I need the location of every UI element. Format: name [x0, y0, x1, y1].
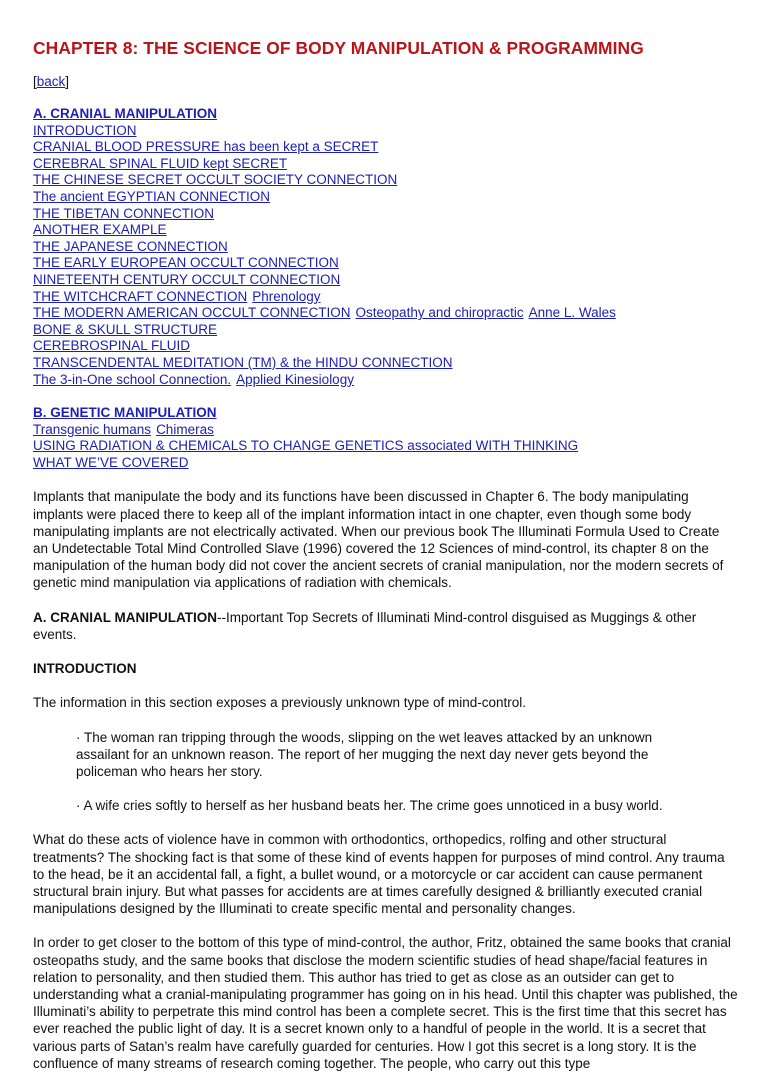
toc-link[interactable]: The 3-in-One school Connection.: [33, 371, 232, 387]
toc-row: [33, 289, 738, 306]
toc-heading-genetic[interactable]: B. GENETIC MANIPULATION: [33, 405, 217, 421]
toc-link[interactable]: Anne L. Wales: [528, 305, 616, 321]
toc-row: [33, 206, 738, 223]
toc-link[interactable]: THE MODERN AMERICAN OCCULT CONNECTION: [33, 305, 351, 321]
back-link[interactable]: back: [36, 74, 66, 89]
intro-paragraph: Implants that manipulate the body and its functions have been discussed in Chapter 6. The body manipulating implants were placed there to keep all of the implant information intact in one chapter, even though some body manipulating implants are not electrically activated. When our previous book The Illuminati Formula Used to Create an Undetectable Total Mind Controlled Slave (1996) covered the 12 Sciences of mind-control, its chapter 8 on the manipulation of the human body did not cover the ancient secrets of cranial manipulation, nor the modern secrets of genetic mind manipulation via applications of radiation with chemicals.: [33, 489, 724, 591]
toc-row: [33, 422, 738, 439]
section-a-text: --Important Top Secrets of Illuminati Mind-control disguised as Muggings & other events.: [33, 609, 697, 642]
toc-link[interactable]: CEREBROSPINAL FLUID: [33, 338, 191, 354]
section-a-intro: [33, 609, 738, 643]
toc-row: [33, 172, 738, 189]
toc-row: [33, 322, 738, 339]
toc-link[interactable]: Osteopathy and chiropractic: [355, 305, 524, 321]
toc-row: [33, 189, 738, 206]
toc-link[interactable]: Transgenic humans: [33, 421, 152, 437]
toc-link[interactable]: Chimeras: [156, 421, 214, 437]
toc-row: [33, 123, 738, 140]
toc-row: [33, 255, 738, 272]
section-a-label: A. CRANIAL MANIPULATION: [33, 609, 217, 625]
toc-link[interactable]: BONE & SKULL STRUCTURE: [33, 321, 218, 337]
toc-link[interactable]: CRANIAL BLOOD PRESSURE has been kept a SECRET: [33, 139, 379, 155]
chapter-title: CHAPTER 8: THE SCIENCE OF BODY MANIPULATION & PROGRAMMING: [33, 38, 644, 58]
bullet-item: · A wife cries softly to herself as her husband beats her. The crime goes unnoticed in a busy world.: [76, 798, 663, 814]
toc-row: [33, 139, 738, 156]
violence-paragraph: What do these acts of violence have in common with orthodontics, orthopedics, rolfing and other structural treatments? The shocking fact is that some of these kind of events happen for purposes of mind control. Any trauma to the head, be it an accidental fall, a fight, a bullet wound, or a motorcycle or car accident can cause permanent structural brain injury. But what passes for accidents are at times carefully designed & brilliantly executed cranial manipulations designed by the Illuminati to create specific mental and personality changes.: [33, 832, 725, 917]
toc-link[interactable]: THE CHINESE SECRET OCCULT SOCIETY CONNECTION: [33, 172, 398, 188]
toc-link[interactable]: TRANSCENDENTAL MEDITATION (TM) & the HINDU CONNECTION: [33, 354, 453, 370]
toc-section-b: [33, 405, 738, 471]
toc-link[interactable]: Phrenology: [252, 288, 321, 304]
bullet-item: · The woman ran tripping through the woods, slipping on the wet leaves attacked by an unknown assailant for an unknown reason. The report of her mugging the next day never gets beyond the policeman who hears her story.: [76, 729, 653, 779]
toc-row: [33, 305, 738, 322]
toc-link[interactable]: Applied Kinesiology: [236, 371, 354, 387]
toc-link[interactable]: ANOTHER EXAMPLE: [33, 222, 167, 238]
toc-link[interactable]: THE TIBETAN CONNECTION: [33, 205, 215, 221]
toc-row: [33, 222, 738, 239]
toc-link[interactable]: The ancient EGYPTIAN CONNECTION: [33, 188, 271, 204]
introduction-heading: INTRODUCTION: [33, 661, 137, 677]
toc-link[interactable]: CEREBRAL SPINAL FLUID kept SECRET: [33, 155, 288, 171]
toc-row: [33, 156, 738, 173]
toc-heading-cranial[interactable]: A. CRANIAL MANIPULATION: [33, 106, 217, 121]
toc-link[interactable]: THE JAPANESE CONNECTION: [33, 238, 228, 254]
info-sentence: The information in this section exposes a previously unknown type of mind-control.: [33, 695, 527, 711]
toc-row: [33, 338, 738, 355]
toc-row: [33, 272, 738, 289]
toc-row: [33, 372, 738, 389]
toc-link[interactable]: NINETEENTH CENTURY OCCULT CONNECTION: [33, 271, 341, 287]
toc-row: [33, 239, 738, 256]
toc-section-a: [33, 106, 738, 388]
back-link-row: [back]: [33, 74, 70, 89]
toc-row: [33, 455, 738, 472]
toc-row: [33, 438, 738, 455]
toc-link[interactable]: INTRODUCTION: [33, 122, 137, 138]
toc-link[interactable]: THE EARLY EUROPEAN OCCULT CONNECTION: [33, 255, 339, 271]
toc-link[interactable]: USING RADIATION & CHEMICALS TO CHANGE GENETICS associated WITH THINKING: [33, 438, 579, 454]
closer-paragraph: In order to get closer to the bottom of this type of mind-control, the author, Fritz, obtained the same books that cranial osteopaths study, and the same books that disclose the modern scientific studies of head shape/facial features in relation to personality, and then studied them. This author has tried to get as close as an outsider can get to understanding what a cranial-manipulating programmer has going on in his head. Until this chapter was published, the Illuminati’s ability to perpetrate this mind control has been a complete secret. This is the first time that this secret has ever reached the public light of day. It is a secret known only to a handful of people in the world. It is a secret that various parts of Satan’s realm have carefully guarded for centuries. How I got this secret is a long story. It is the confluence of many streams of research coming together. The people, who carry out this type: [33, 935, 738, 1071]
toc-link[interactable]: THE WITCHCRAFT CONNECTION: [33, 288, 248, 304]
toc-link[interactable]: WHAT WE’VE COVERED: [33, 454, 189, 470]
toc-row: [33, 355, 738, 372]
